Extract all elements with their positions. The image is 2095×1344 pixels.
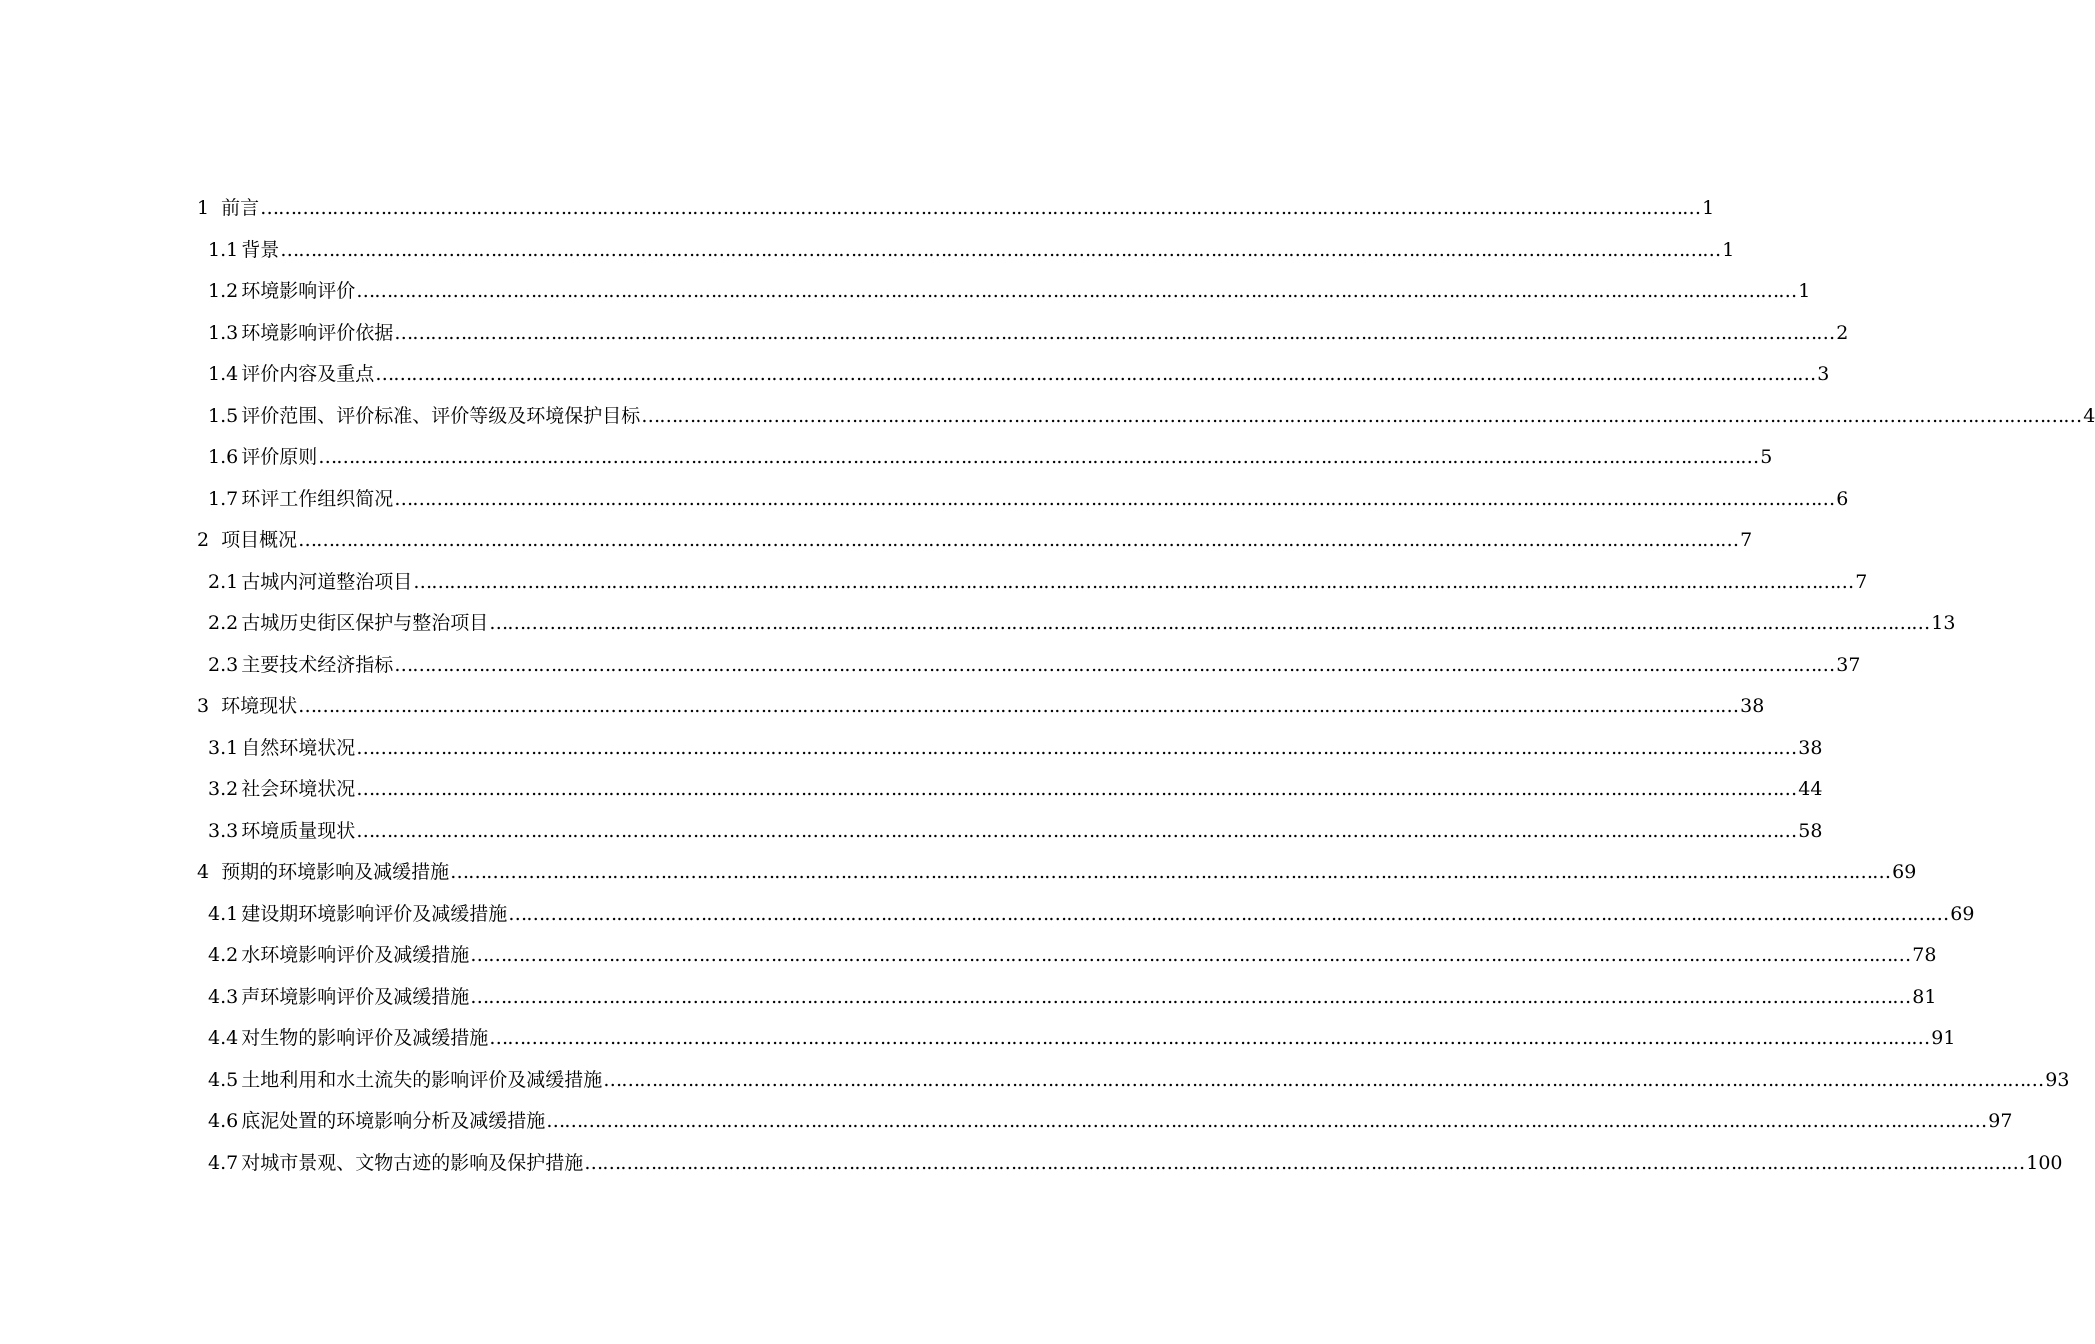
toc-entry-number: 1.7 <box>208 487 239 510</box>
toc-page-number: 7 <box>1740 529 1753 551</box>
toc-entry-title: 建设期环境影响评价及减缓措施 <box>241 902 508 925</box>
toc-page-number: 100 <box>2026 1151 2063 1174</box>
toc-chapter-entry[interactable] <box>197 520 1753 562</box>
toc-entry-title: 对生物的影响评价及减缓措施 <box>241 1027 489 1049</box>
toc-section-entry[interactable] <box>197 603 1956 645</box>
toc-page-number: 1 <box>1702 197 1715 219</box>
toc-page-number: 91 <box>1931 1027 1956 1049</box>
toc-entry-number: 4.6 <box>208 1110 239 1132</box>
toc-page-number: 6 <box>1836 487 1849 510</box>
toc-section-entry[interactable] <box>197 313 1849 355</box>
toc-dot-leader: …………………………………………………………………………………………………………………………………………………………………………………………………………………… <box>450 861 1891 883</box>
toc-page-number: 1 <box>1722 238 1735 261</box>
toc-section-entry[interactable] <box>197 811 1823 853</box>
toc-entry-number: 4.2 <box>208 944 239 966</box>
toc-entry-title: 项目概况 <box>221 529 298 551</box>
toc-section-entry[interactable] <box>197 396 2095 438</box>
toc-section-entry[interactable] <box>197 271 1811 313</box>
toc-entry-number: 1.2 <box>208 280 239 302</box>
toc-section-entry[interactable] <box>197 1101 2013 1143</box>
toc-page-number: 93 <box>2045 1068 2070 1091</box>
toc-section-entry[interactable] <box>197 230 1735 272</box>
toc-entry-title: 环境现状 <box>221 695 298 717</box>
toc-entry-number: 4.1 <box>208 902 239 925</box>
toc-entry-title: 环境影响评价 <box>241 280 356 302</box>
toc-page-number: 81 <box>1912 985 1937 1008</box>
toc-entry-number: 1.5 <box>208 404 239 427</box>
toc-entry-number: 1.3 <box>208 321 239 344</box>
toc-section-entry[interactable] <box>197 935 1937 977</box>
toc-entry-title: 社会环境状况 <box>241 778 356 800</box>
toc-section-entry[interactable] <box>197 1143 2063 1185</box>
toc-entry-number: 2.1 <box>208 570 239 593</box>
toc-dot-leader: …………………………………………………………………………………………………………………………………………………………………………………………………………………… <box>546 1110 1987 1132</box>
toc-page-number: 5 <box>1760 446 1773 468</box>
toc-page-number: 78 <box>1912 944 1937 966</box>
toc-entry-number: 1.4 <box>208 363 239 385</box>
toc-entry-number: 4 <box>197 861 210 883</box>
toc-page-number: 69 <box>1950 902 1975 925</box>
toc-entry-title: 评价原则 <box>241 446 318 468</box>
toc-dot-leader: …………………………………………………………………………………………………………………………………………………………………………………………………………………… <box>356 280 1797 302</box>
toc-dot-leader: …………………………………………………………………………………………………………………………………………………………………………………………………………………… <box>584 1151 2025 1174</box>
toc-dot-leader: …………………………………………………………………………………………………………………………………………………………………………………………………………………… <box>356 778 1797 800</box>
toc-entry-title: 古城内河道整治项目 <box>241 570 413 593</box>
toc-dot-leader: …………………………………………………………………………………………………………………………………………………………………………………………………………………… <box>298 695 1739 717</box>
toc-page-number: 69 <box>1892 861 1917 883</box>
toc-page-number: 7 <box>1855 570 1868 593</box>
toc-entry-title: 自然环境状况 <box>241 736 356 759</box>
toc-section-entry[interactable] <box>197 645 1861 687</box>
toc-dot-leader: …………………………………………………………………………………………………………………………………………………………………………………………………………………… <box>318 446 1759 468</box>
toc-entry-title: 评价内容及重点 <box>241 363 375 385</box>
toc-dot-leader: …………………………………………………………………………………………………………………………………………………………………………………………………………………… <box>603 1068 2044 1091</box>
toc-dot-leader: …………………………………………………………………………………………………………………………………………………………………………………………………………………… <box>356 736 1797 759</box>
toc-entry-number: 1.1 <box>208 238 239 261</box>
toc-dot-leader: …………………………………………………………………………………………………………………………………………………………………………………………………………………… <box>394 653 1835 676</box>
toc-chapter-entry[interactable] <box>197 188 1715 230</box>
toc-dot-leader: …………………………………………………………………………………………………………………………………………………………………………………………………………………… <box>394 321 1835 344</box>
toc-dot-leader: …………………………………………………………………………………………………………………………………………………………………………………………………………………… <box>641 404 2082 427</box>
toc-entry-number: 2 <box>197 529 210 551</box>
toc-section-entry[interactable] <box>197 977 1937 1019</box>
toc-entry-number: 2.3 <box>208 653 239 676</box>
toc-section-entry[interactable] <box>197 479 1849 521</box>
toc-page-number: 1 <box>1798 280 1811 302</box>
toc-entry-title: 古城历史街区保护与整治项目 <box>241 612 489 634</box>
toc-chapter-entry[interactable] <box>197 686 1765 728</box>
toc-entry-title: 底泥处置的环境影响分析及减缓措施 <box>241 1110 546 1132</box>
toc-entry-number: 1 <box>197 197 210 219</box>
toc-section-entry[interactable] <box>197 437 1773 479</box>
toc-section-entry[interactable] <box>197 894 1975 936</box>
toc-page-number: 13 <box>1931 612 1956 634</box>
toc-entry-title: 水环境影响评价及减缓措施 <box>241 944 470 966</box>
toc-dot-leader: …………………………………………………………………………………………………………………………………………………………………………………………………………………… <box>508 902 1949 925</box>
toc-dot-leader: …………………………………………………………………………………………………………………………………………………………………………………………………………………… <box>470 985 1911 1008</box>
toc-entry-number: 3.2 <box>208 778 239 800</box>
toc-dot-leader: …………………………………………………………………………………………………………………………………………………………………………………………………………………… <box>489 1027 1930 1049</box>
toc-page-number: 58 <box>1798 819 1823 842</box>
toc-chapter-entry[interactable] <box>197 852 1917 894</box>
toc-page-number: 37 <box>1836 653 1861 676</box>
toc-page-number: 3 <box>1817 363 1830 385</box>
toc-dot-leader: …………………………………………………………………………………………………………………………………………………………………………………………………………………… <box>470 944 1911 966</box>
toc-entry-number: 4.4 <box>208 1027 239 1049</box>
toc-section-entry[interactable] <box>197 1018 1956 1060</box>
toc-dot-leader: …………………………………………………………………………………………………………………………………………………………………………………………………………………… <box>356 819 1797 842</box>
toc-entry-number: 3.1 <box>208 736 239 759</box>
toc-entry-title: 对城市景观、文物古迹的影响及保护措施 <box>241 1151 584 1174</box>
toc-entry-number: 2.2 <box>208 612 239 634</box>
toc-section-entry[interactable] <box>197 769 1823 811</box>
toc-entry-title: 主要技术经济指标 <box>241 653 394 676</box>
toc-entry-title: 评价范围、评价标准、评价等级及环境保护目标 <box>241 404 641 427</box>
toc-entry-number: 4.3 <box>208 985 239 1008</box>
toc-page-number: 97 <box>1988 1110 2013 1132</box>
toc-page-number: 38 <box>1798 736 1823 759</box>
toc-entry-title: 声环境影响评价及减缓措施 <box>241 985 470 1008</box>
toc-page-number: 4 <box>2083 404 2095 427</box>
toc-dot-leader: …………………………………………………………………………………………………………………………………………………………………………………………………………………… <box>280 238 1721 261</box>
toc-entry-number: 1.6 <box>208 446 239 468</box>
toc-dot-leader: …………………………………………………………………………………………………………………………………………………………………………………………………………………… <box>413 570 1854 593</box>
toc-dot-leader: …………………………………………………………………………………………………………………………………………………………………………………………………………………… <box>489 612 1930 634</box>
toc-page-number: 2 <box>1836 321 1849 344</box>
toc-entry-title: 环境影响评价依据 <box>241 321 394 344</box>
toc-section-entry[interactable] <box>197 1060 2070 1102</box>
toc-section-entry[interactable] <box>197 562 1868 604</box>
toc-section-entry[interactable] <box>197 728 1823 770</box>
toc-entry-title: 环评工作组织简况 <box>241 487 394 510</box>
toc-dot-leader: …………………………………………………………………………………………………………………………………………………………………………………………………………………… <box>298 529 1739 551</box>
toc-entry-title: 前言 <box>221 197 260 219</box>
toc-entry-title: 预期的环境影响及减缓措施 <box>221 861 450 883</box>
toc-entry-title: 环境质量现状 <box>241 819 356 842</box>
toc-section-entry[interactable] <box>197 354 1830 396</box>
toc-page-number: 38 <box>1740 695 1765 717</box>
toc-entry-number: 4.5 <box>208 1068 239 1091</box>
table-of-contents <box>197 188 2095 1184</box>
toc-entry-number: 3 <box>197 695 210 717</box>
toc-entry-title: 背景 <box>241 238 280 261</box>
toc-page-number: 44 <box>1798 778 1823 800</box>
toc-entry-number: 4.7 <box>208 1151 239 1174</box>
toc-dot-leader: …………………………………………………………………………………………………………………………………………………………………………………………………………………… <box>394 487 1835 510</box>
toc-dot-leader: …………………………………………………………………………………………………………………………………………………………………………………………………………………… <box>375 363 1816 385</box>
toc-dot-leader: …………………………………………………………………………………………………………………………………………………………………………………………………………………… <box>260 197 1701 219</box>
toc-entry-number: 3.3 <box>208 819 239 842</box>
toc-entry-title: 土地利用和水土流失的影响评价及减缓措施 <box>241 1068 603 1091</box>
